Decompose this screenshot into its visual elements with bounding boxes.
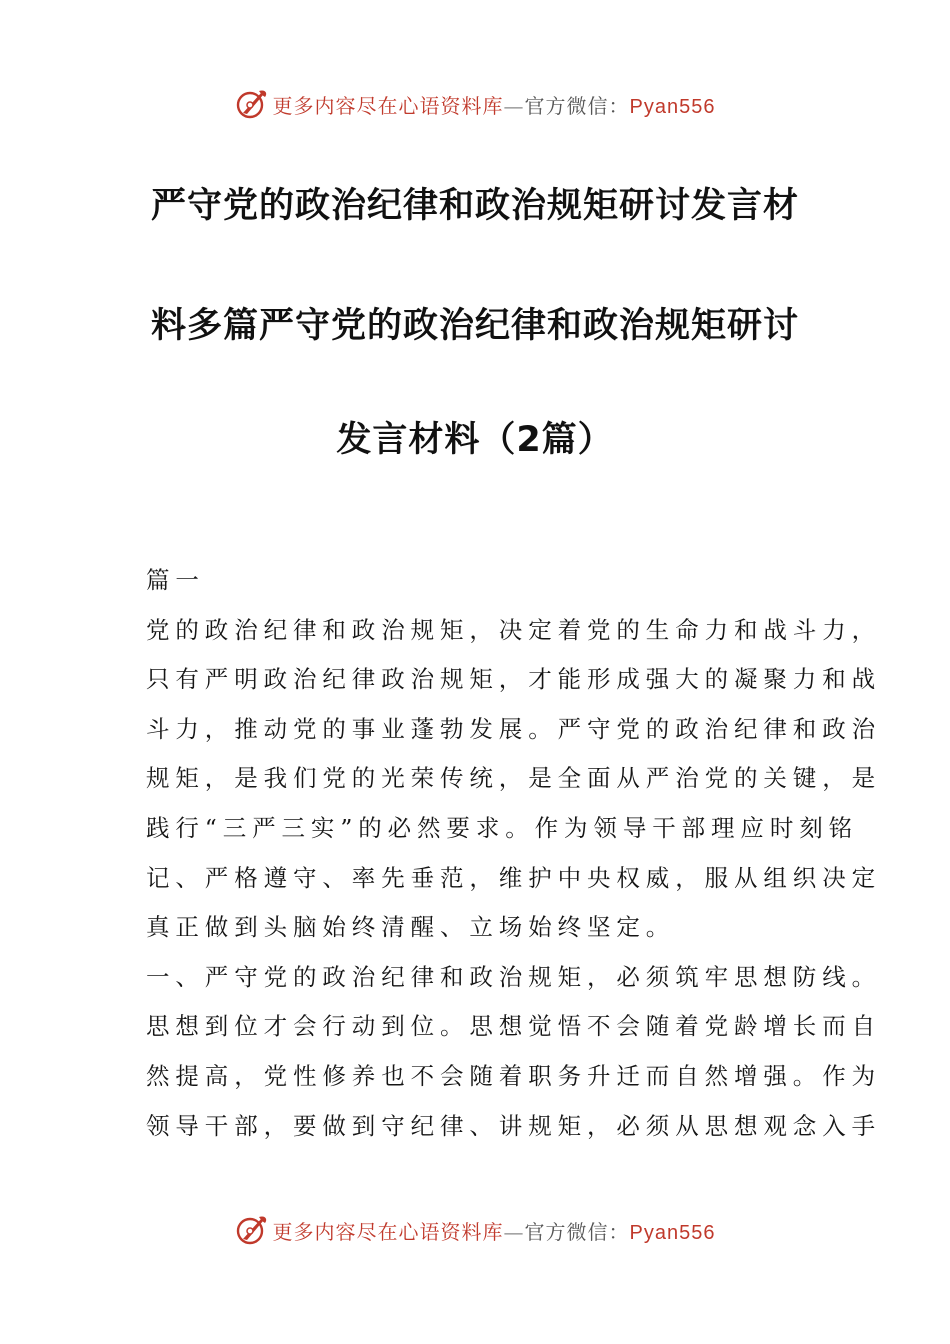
header-banner [0, 82, 950, 126]
banner-wechat-id: Pyan556 [629, 95, 716, 118]
document-title-line-1: 严守党的政治纪律和政治规矩研讨发言材 [150, 186, 799, 226]
document-title-line-2: 料多篇严守党的政治纪律和政治规矩研讨 [150, 306, 799, 346]
quill-logo-icon [235, 1213, 269, 1247]
paragraph-line: 领导干部，要做到守纪律、讲规矩，必须从思想观念入手 [146, 1111, 881, 1140]
paragraph-line: 然提高，党性修养也不会随着职务升迁而自然增强。作为 [146, 1061, 881, 1090]
paragraph-line: 规矩，是我们党的光荣传统，是全面从严治党的关键，是 [146, 764, 881, 793]
paragraph-line: 践行“三严三实”的必然要求。作为领导干部理应时刻铭 [146, 813, 859, 842]
banner-text [273, 1216, 716, 1245]
banner-site-text: 更多内容尽在心语资料库 [272, 1219, 504, 1244]
document-body [146, 556, 881, 1151]
banner-dash: — [503, 1219, 525, 1244]
document-title-line-3: 发言材料（2篇） [336, 420, 614, 460]
paragraph-line: 一、严守党的政治纪律和政治规矩，必须筑牢思想防线。 [146, 962, 881, 991]
paragraph-line: 思想到位才会行动到位。思想觉悟不会随着党龄增长而自 [146, 1012, 881, 1041]
banner-text [273, 90, 716, 119]
banner-wechat-label: 官方微信： [524, 1219, 630, 1244]
paragraph-line: 真正做到头脑始终清醒、立场始终坚定。 [146, 913, 676, 942]
banner-wechat-label: 官方微信： [524, 93, 630, 118]
banner-wechat-id: Pyan556 [629, 1221, 716, 1244]
paragraph-line: 斗力，推动党的事业蓬勃发展。严守党的政治纪律和政治 [146, 714, 881, 743]
paragraph-line: 记、严格遵守、率先垂范，维护中央权威，服从组织决定 [146, 863, 881, 892]
banner-site-text: 更多内容尽在心语资料库 [272, 93, 504, 118]
quill-logo-icon [235, 87, 269, 121]
paragraph-line: 党的政治纪律和政治规矩，决定着党的生命力和战斗力， [146, 615, 881, 644]
section-heading: 篇一 [146, 566, 205, 594]
paragraph-line: 只有严明政治纪律政治规矩，才能形成强大的凝聚力和战 [146, 665, 881, 694]
footer-banner [0, 1208, 950, 1252]
banner-dash: — [503, 93, 525, 118]
